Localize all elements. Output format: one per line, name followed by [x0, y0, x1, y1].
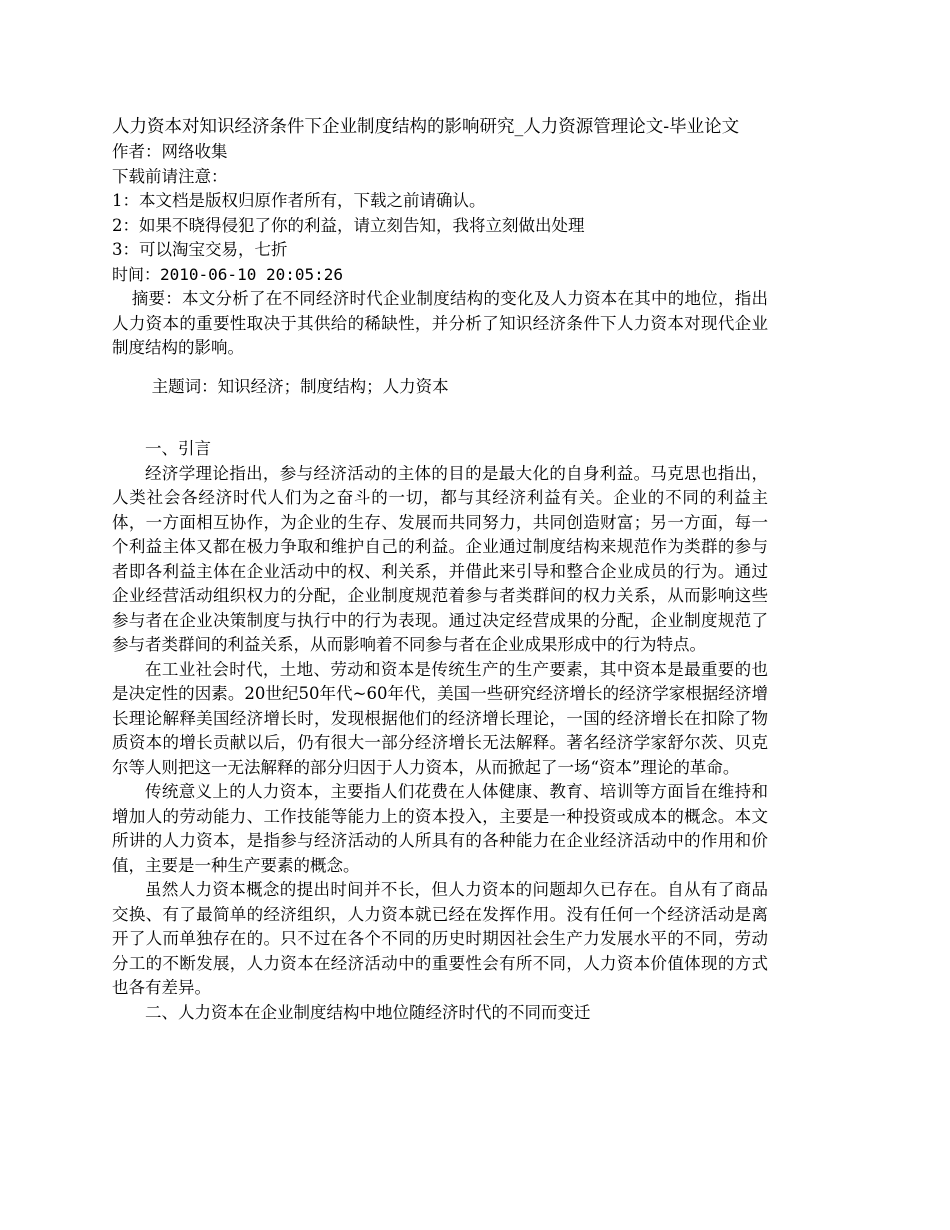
keywords-line: 主题词：知识经济；制度结构；人力资本 [151, 376, 449, 396]
spacer [112, 399, 768, 437]
document-title: 人力资本对知识经济条件下企业制度结构的影响研究_人力资源管理论文-毕业论文 [112, 117, 740, 137]
notice-item: 1：本文档是版权归原作者所有，下载之前请确认。 [112, 191, 486, 210]
section-heading-intro: 一、引言 [145, 439, 211, 458]
author-line: 作者：网络收集 [112, 142, 228, 161]
body-paragraph: 经济学理论指出，参与经济活动的主体的目的是最大化的自身利益。马克思也指出，人类社会各经济时代人们为之奋斗的一切，都与其经济利益有关。企业的不同的利益主体，一方面相互协作，为企业的生存、发展而共同努力，共同创造财富；另一方面，每一个利益主体又都在极力争取和维护自己的利益。企业通过制度结构来规范作为类群的参与者即各利益主体在企业活动中的权、利关系，并借此来引导和整合企业成员的行为。通过企业经营活动组织权力的分配，企业制度规范着参与者类群间的权力关系，从而影响这些参与者在企业决策制度与执行中的行为表现。通过决定经营成果的分配，企业制度规范了参与者类群间的利益关系，从而影响着不同参与者在企业成果形成中的行为特点。 [112, 463, 768, 654]
notice-heading: 下载前请注意： [112, 166, 228, 186]
publish-time: 时间：2010-06-10 20:05:26 [112, 264, 344, 284]
body-paragraph: 传统意义上的人力资本，主要指人们花费在人体健康、教育、培训等方面旨在维持和增加人的劳动能力、工作技能等能力上的资本投入，主要是一种投资或成本的概念。本文所讲的人力资本，是指参与经济活动的人所具有的各种能力在企业经济活动中的作用和价值，主要是一种生产要素的概念。 [112, 782, 768, 875]
notice-item: 3：可以淘宝交易，七折 [112, 240, 288, 259]
document-page [112, 112, 768, 1025]
notice-item: 2：如果不晓得侵犯了你的利益，请立刻告知，我将立刻做出处理 [112, 215, 585, 235]
body-paragraph: 虽然人力资本概念的提出时间并不长，但人力资本的问题却久已存在。自从有了商品交换、有了最简单的经济组织，人力资本就已经在发挥作用。没有任何一个经济活动是离开了人而单独存在的。只不过在各个不同的历史时期因社会生产力发展水平的不同，劳动分工的不断发展，人力资本在经济活动中的重要性会有所不同，人力资本价值体现的方式也各有差异。 [112, 880, 768, 997]
body-paragraph: 在工业社会时代，土地、劳动和资本是传统生产的生产要素，其中资本是最重要的也是决定性的因素。20世纪50年代~60年代，美国一些研究经济增长的经济学家根据经济增长理论解释美国经济增长时，发现根据他们的经济增长理论，一国的经济增长在扣除了物质资本的增长贡献以后，仍有很大一部分经济增长无法解释。著名经济学家舒尔茨、贝克尔等人则把这一无法解释的部分归因于人力资本，从而掀起了一场“资本”理论的革命。 [112, 659, 768, 777]
abstract-paragraph: 摘要：本文分析了在不同经济时代企业制度结构的变化及人力资本在其中的地位，指出人力资本的重要性取决于其供给的稀缺性，并分析了知识经济条件下人力资本对现代企业制度结构的影响。 [112, 289, 768, 357]
section-heading-two: 二、人力资本在企业制度结构中地位随经济时代的不同而变迁 [145, 1002, 591, 1022]
